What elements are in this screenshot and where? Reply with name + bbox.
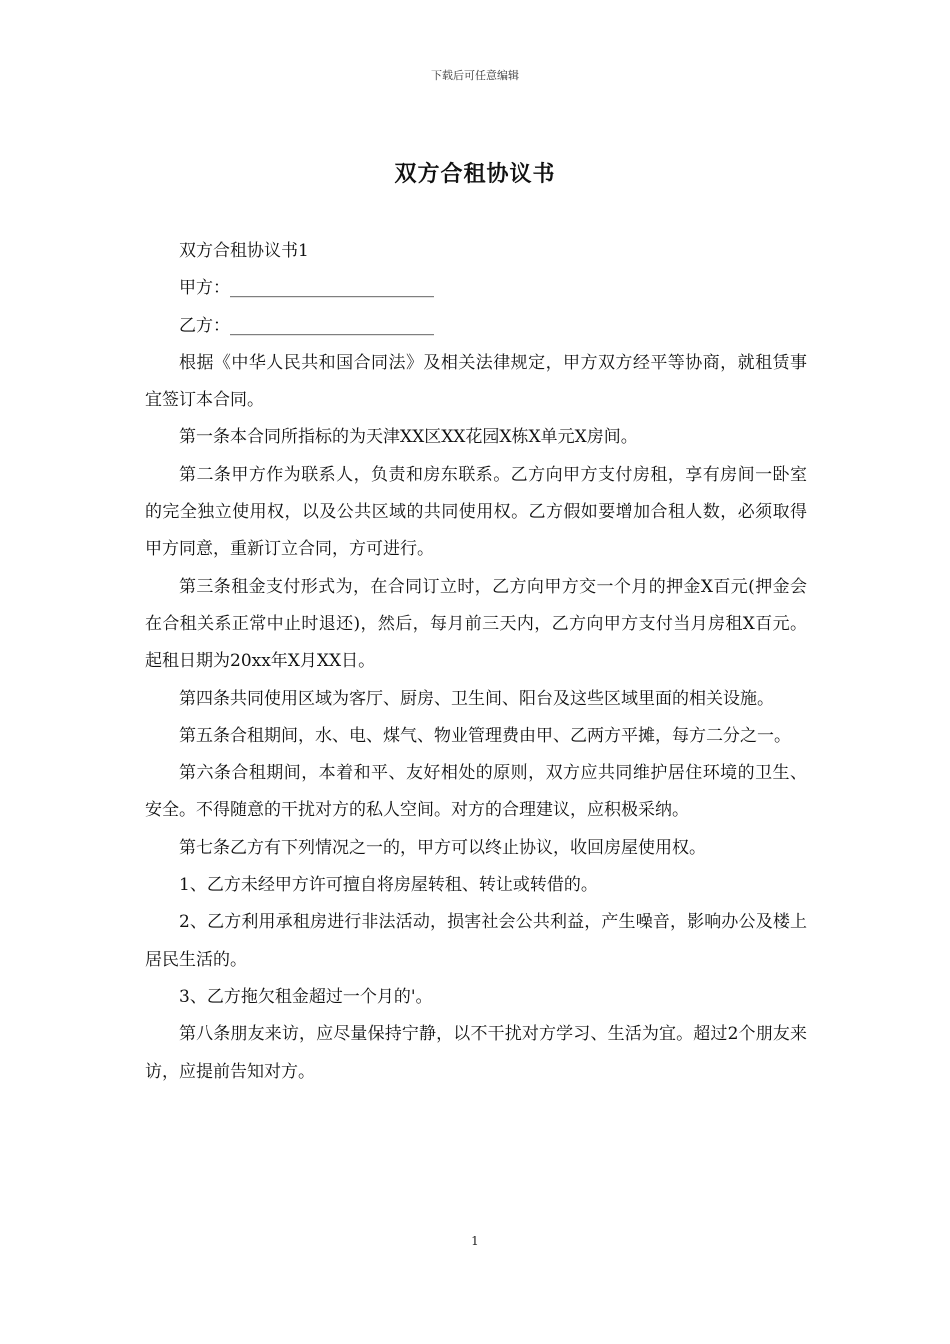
article-3: 第三条租金支付形式为，在合同订立时，乙方向甲方交一个月的押金X百元(押金会在合租关系正常中止时退还)，然后，每月前三天内，乙方向甲方支付当月房租X百元。起租日期为20xx年X月XX日。 bbox=[145, 576, 807, 672]
article-7-clause-2: 2、乙方利用承租房进行非法活动，损害社会公共利益，产生噪音，影响办公及楼上居民生活的。 bbox=[145, 912, 807, 970]
article-7-clause-1: 1、乙方未经甲方许可擅自将房屋转租、转让或转借的。 bbox=[179, 875, 598, 896]
article-7-clause-3: 3、乙方拖欠租金超过一个月的'。 bbox=[179, 986, 433, 1007]
article-4: 第四条共同使用区域为客厅、厨房、卫生间、阳台及这些区域里面的相关设施。 bbox=[179, 688, 774, 709]
article-1: 第一条本合同所指标的为天津XX区XX花园X栋X单元X房间。 bbox=[179, 427, 638, 448]
party-a-line: 甲方：________________________ bbox=[179, 278, 434, 299]
party-b-line: 乙方：________________________ bbox=[179, 315, 434, 336]
article-6: 第六条合租期间，本着和平、友好相处的原则，双方应共同维护居住环境的卫生、安全。不得随意的干扰对方的私人空间。对方的合理建议，应积极采纳。 bbox=[145, 763, 807, 821]
article-5: 第五条合租期间，水、电、煤气、物业管理费由甲、乙两方平摊，每方二分之一。 bbox=[179, 725, 791, 746]
document-body bbox=[145, 233, 807, 1091]
article-7: 第七条乙方有下列情况之一的，甲方可以终止协议，收回房屋使用权。 bbox=[179, 837, 706, 858]
document-title: 双方合租协议书 bbox=[394, 161, 556, 187]
article-2: 第二条甲方作为联系人，负责和房东联系。乙方向甲方支付房租，享有房间一卧室的完全独立使用权，以及公共区域的共同使用权。乙方假如要增加合租人数，必须取得甲方同意，重新订立合同，方可进行。 bbox=[145, 464, 807, 560]
preamble-paragraph: 根据《中华人民共和国合同法》及相关法律规定，甲方双方经平等协商，就租赁事宜签订本合同。 bbox=[145, 352, 807, 411]
header-note: 下载后可任意编辑 bbox=[431, 69, 519, 82]
article-8: 第八条朋友来访，应尽量保持宁静，以不干扰对方学习、生活为宜。超过2个朋友来访，应提前告知对方。 bbox=[145, 1024, 807, 1082]
page-number: 1 bbox=[471, 1234, 479, 1248]
agreement-subtitle: 双方合租协议书1 bbox=[179, 241, 309, 261]
